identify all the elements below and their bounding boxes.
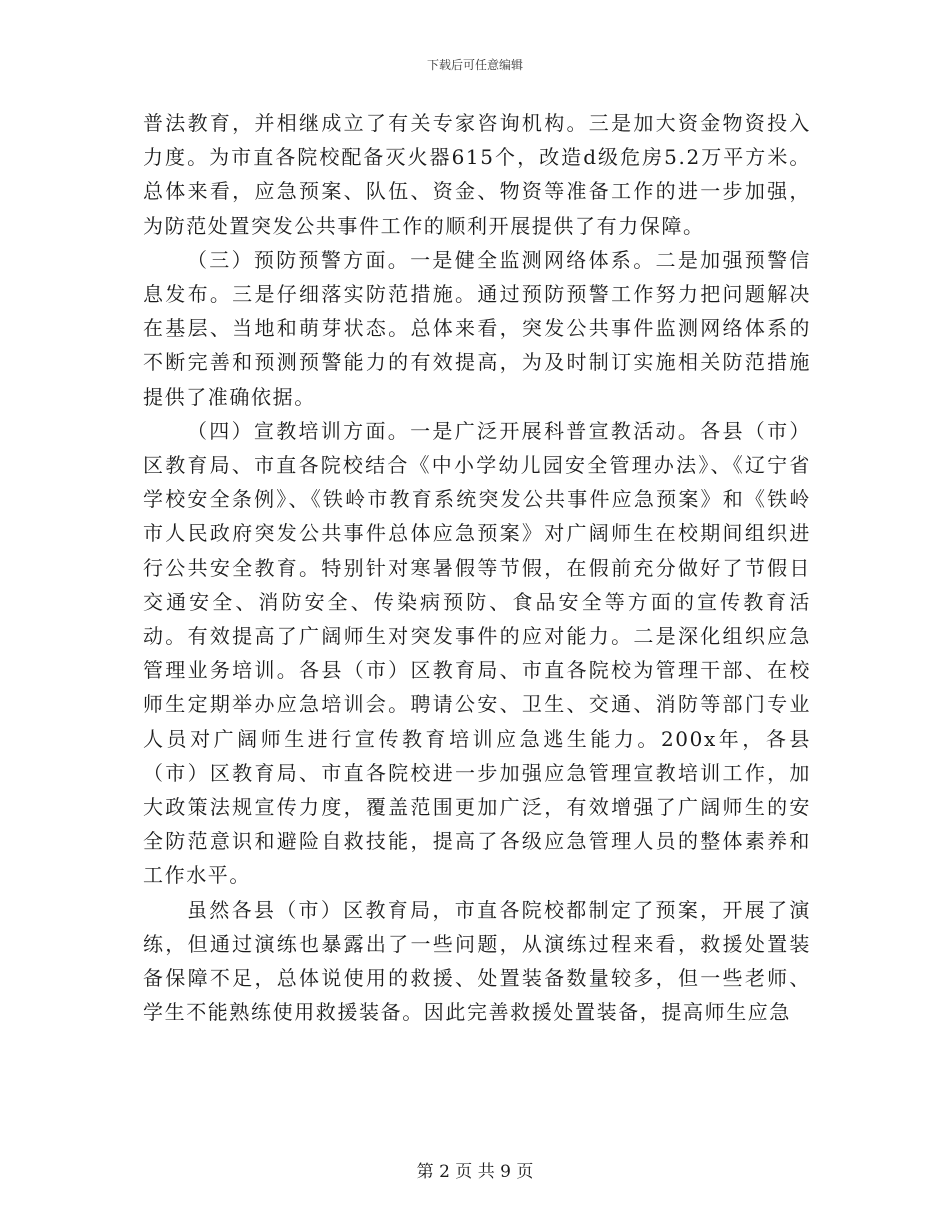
paragraph-2: （三）预防预警方面。一是健全监测网络体系。二是加强预警信息发布。三是仔细落实防范措施。通过预防预警工作努力把问题解决在基层、当地和萌芽状态。总体来看，突发公共事件监测网络体系的不断完善和预测预警能力的有效提高，为及时制订实施相关防范措施提供了准确依据。	[143, 247, 811, 409]
paragraph-1: 普法教育，并相继成立了有关专家咨询机构。三是加大资金物资投入力度。为市直各院校配备灭火器615个，改造d级危房5.2万平方米。总体来看，应急预案、队伍、资金、物资等准备工作的进一步加强，为防范处置突发公共事件工作的顺利开展提供了有力保障。	[143, 111, 811, 238]
paragraph-3: （四）宣教培训方面。一是广泛开展科普宣教活动。各县（市）区教育局、市直各院校结合《中小学幼儿园安全管理办法》、《辽宁省学校安全条例》、《铁岭市教育系统突发公共事件应急预案》和《铁岭市人民政府突发公共事件总体应急预案》对广阔师生在校期间组织进行公共安全教育。特别针对寒暑假等节假，在假前充分做好了节假日交通安全、消防安全、传染病预防、食品安全等方面的宣传教育活动。有效提高了广阔师生对突发事件的应对能力。二是深化组织应急管理业务培训。各县（市）区教育局、市直各院校为管理干部、在校师生定期举办应急培训会。聘请公安、卫生、交通、消防等部门专业人员对广阔师生进行宣传教育培训应急逃生能力。200x年，各县（市）区教育局、市直各院校进一步加强应急管理宣教培训工作，加大政策法规宣传力度，覆盖范围更加广泛，有效增强了广阔师生的安全防范意识和避险自救技能，提高了各级应急管理人员的整体素养和工作水平。	[143, 418, 811, 888]
page-header: 下载后可任意编辑	[426, 58, 523, 72]
paragraph-4: 虽然各县（市）区教育局，市直各院校都制定了预案，开展了演练，但通过演练也暴露出了一些问题，从演练过程来看，救援处置装备保障不足，总体说使用的救援、处置装备数量较多，但一些老师、学生不能熟练使用救援装备。因此完善救援处置装备，提高师生应急	[143, 897, 811, 1025]
page-number-footer: 第 2 页 共 9 页	[416, 1162, 534, 1182]
document-body	[143, 106, 811, 1029]
